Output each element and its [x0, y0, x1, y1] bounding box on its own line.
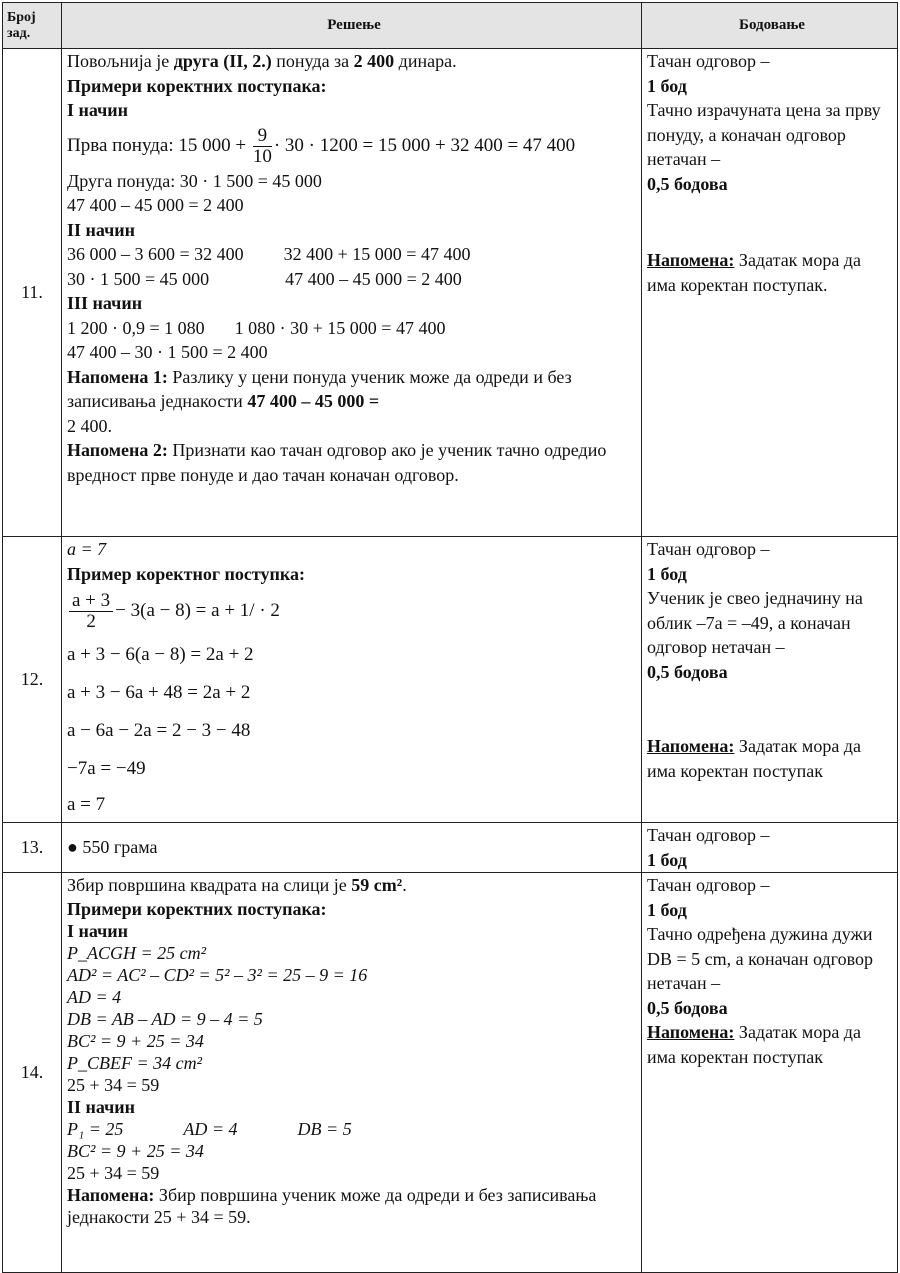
score-note: Напомена: Задатак мора да има коректан поступак	[647, 1022, 861, 1067]
equation: DB = AB – AD = 9 – 4 = 5	[67, 1008, 263, 1029]
header-row	[3, 3, 898, 49]
way-heading: I начин	[67, 100, 129, 120]
way-heading: I начин	[67, 920, 129, 941]
equation: −7a = −49	[67, 758, 146, 779]
equation: BC² = 9 + 25 = 34	[67, 1140, 204, 1161]
equation: a + 3 − 6a + 48 = 2a + 2	[67, 682, 251, 703]
equation: a + 3 − 6(a − 8) = 2a + 2	[67, 644, 254, 665]
task-11-row	[3, 49, 898, 537]
equation: $\frac{a + 3}{2}$ − 3(a − 8) = a + 1/ · 2	[67, 586, 641, 636]
equation: P_ACGH = 25 cm²	[67, 942, 207, 963]
way-heading: III начин	[67, 293, 143, 313]
task-11-solution: Повољнија је друга (II, 2.) понуда за 2 400 динара. Примери коректних поступака: I начин Прва понуда: 15 000 + $\frac{9}{10}$ · 30 · 1200 = 15 000 + 32 400 = 47 400 Друга понуда: 30 · 1 500 = 45 000 47 400 – 45 000 = 2 400 II начин 36 000 – 3 600 = 32 400 32 400 + 15 000 = 47 400 30 · 1 500 = 45 000 47 400 – 45 000 = 2 400 III начин 1 200 · 0,9 = 1 080 1 080 · 30 + 15 000 = 47 400 47 400 – 30 · 1 500 = 2 400 Напомена 1: Разлику у цени понуда ученик може да одреди и без записивања једнакости 47 400 – 45 000 = 2 400. Напомена 2: Признати као тачан одговор ако је ученик тачно одредио вредност прве понуде и дао тачан коначан одговор.	[62, 49, 642, 537]
header-number: Број зад.	[3, 3, 62, 49]
equation: AD² = AC² – CD² = 5² – 3² = 25 – 9 = 16	[67, 964, 368, 985]
examples-heading: Пример коректног поступка:	[67, 563, 305, 584]
equation: 25 + 34 = 59	[67, 1074, 160, 1095]
task-14-solution: Збир површина квадрата на слици је 59 cm². Примери коректних поступака: I начин P_ACGH = 25 cm² AD² = AC² – CD² = 5² – 3² = 25 – 9 = 16 AD = 4 DB = AB – AD = 9 – 4 = 5 BC² = 9 + 25 = 34 P_CBEF = 34 cm² 25 + 34 = 59 II начин P₁ = 25 AD = 4 DB = 5 BC² = 9 + 25 = 34 25 + 34 = 59 Напомена: Збир површина ученик може да одреди и без записивања једнакости 25 + 34 = 59.	[62, 873, 642, 1273]
equation: AD = 4	[67, 986, 122, 1007]
header-solution: Решење	[62, 3, 642, 49]
task-12-row	[3, 537, 898, 823]
scoring-table	[2, 2, 898, 1273]
equation: P_CBEF = 34 cm²	[67, 1052, 203, 1073]
header-scoring: Бодовање	[642, 3, 898, 49]
fraction: $\frac{9}{10}$	[252, 124, 272, 167]
task-12-scoring: Тачан одговор – 1 бод Ученик је свео једначину на облик –7a = –49, а коначан одговор нетачан – 0,5 бодова Напомена: Задатак мора да има коректан поступак	[642, 537, 898, 823]
fraction: $\frac{a + 3}{2}$	[69, 591, 113, 632]
equation: P₁ = 25 AD = 4 DB = 5	[67, 1118, 352, 1139]
way-heading: II начин	[67, 219, 136, 240]
task-number: 11.	[3, 49, 62, 537]
equation: BC² = 9 + 25 = 34	[67, 1030, 204, 1051]
task-number: 14.	[3, 873, 62, 1273]
note: Напомена: Збир површина ученик може да одреди и без записивања једнакости 25 + 34 = 59.	[67, 1184, 597, 1227]
equation: Друга понуда: 30 · 1 500 = 45 000	[67, 170, 322, 191]
examples-heading: Примери коректних поступака:	[67, 75, 327, 96]
task-number: 13.	[3, 823, 62, 873]
score-note: Напомена: Задатак мора да има коректан поступак.	[647, 250, 861, 295]
equation: Прва понуда: 15 000 + $\frac{9}{10}$ · 30 · 1200 = 15 000 + 32 400 = 47 400	[67, 124, 576, 167]
bullet-icon: ●	[67, 837, 78, 858]
equation: a = 7	[67, 794, 106, 815]
equation: 47 400 – 30 · 1 500 = 2 400	[67, 342, 268, 362]
equation: 36 000 – 3 600 = 32 400 32 400 + 15 000 = 47 400	[67, 244, 471, 264]
equation: 25 + 34 = 59	[67, 1162, 160, 1183]
task-11-scoring: Тачан одговор – 1 бод Тачно израчуната цена за прву понуду, а коначан одговор нетачан – 0,5 бодова Напомена: Задатак мора да има коректан поступак.	[642, 49, 898, 537]
task-13-solution	[62, 823, 642, 873]
task-12-solution	[62, 537, 642, 823]
task-number: 12.	[3, 537, 62, 823]
answer: 550 грама	[82, 837, 158, 858]
equation: 1 200 · 0,9 = 1 080 1 080 · 30 + 15 000 = 47 400	[67, 317, 446, 338]
task-14-row	[3, 873, 898, 1273]
equation: a − 6a − 2a = 2 − 3 − 48	[67, 720, 251, 741]
score-note: Напомена: Задатак мора да има коректан поступак	[647, 736, 861, 781]
task-13-row	[3, 823, 898, 873]
note-2: Напомена 2: Признати као тачан одговор ако је ученик тачно одредио вредност прве понуде и дао тачан коначан одговор.	[67, 440, 607, 485]
equation: 30 · 1 500 = 45 000 47 400 – 45 000 = 2 400	[67, 268, 462, 289]
equation: 47 400 – 45 000 = 2 400	[67, 195, 244, 215]
task-14-scoring: Тачан одговор – 1 бод Тачно одређена дужина дужи DB = 5 cm, а коначан одговор нетачан – 0,5 бодова Напомена: Задатак мора да има коректан поступак	[642, 873, 898, 1273]
task-13-scoring: Тачан одговор – 1 бод	[642, 823, 898, 873]
way-heading: II начин	[67, 1096, 136, 1117]
note-1: Напомена 1: Разлику у цени понуда ученик може да одреди и без записивања једнакости 47 400 – 45 000 = 2 400.	[67, 366, 572, 436]
examples-heading: Примери коректних поступака:	[67, 898, 327, 919]
answer: a = 7	[67, 539, 107, 559]
